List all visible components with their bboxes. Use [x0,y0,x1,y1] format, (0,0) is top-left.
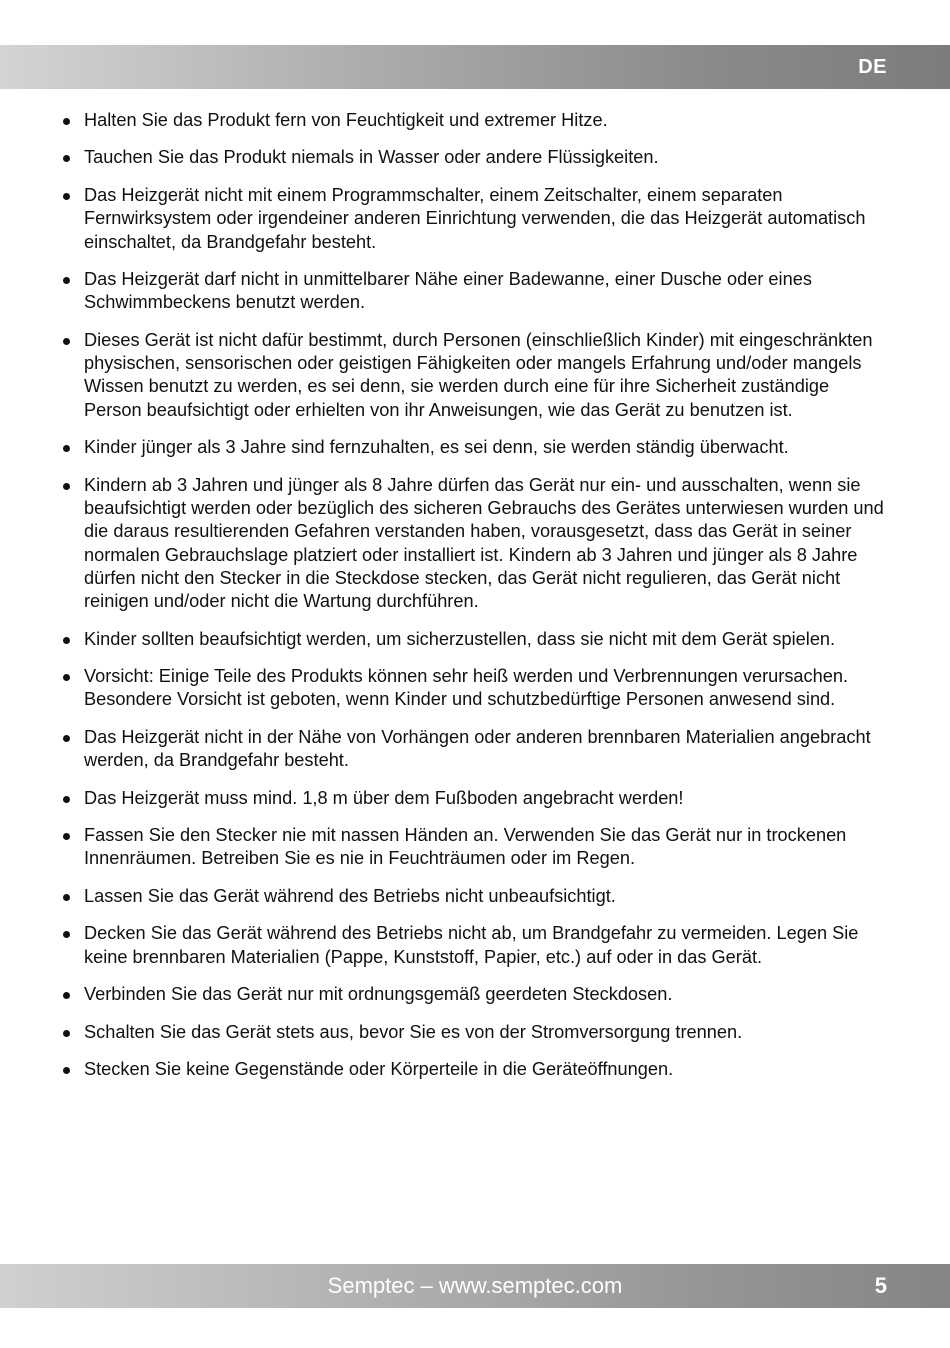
page-number: 5 [874,1273,887,1298]
list-item [63,983,885,1006]
list-item [63,474,885,614]
bullet-icon [63,992,70,999]
bullet-icon [63,483,70,490]
bullet-icon [63,833,70,840]
list-item [63,787,885,810]
list-item-text: Das Heizgerät darf nicht in unmittelbarer Nähe einer Badewanne, einer Dusche oder eines Schwimmbeckens benutzt werden. [84,269,812,313]
list-item-text: Vorsicht: Einige Teile des Produkts können sehr heiß werden und Verbrennungen verursachen. Besondere Vorsicht ist geboten, wenn Kinder und schutzbedürftige Personen anwesend sind. [84,666,849,710]
bullet-icon [63,796,70,803]
bullet-icon [63,338,70,345]
list-item [63,329,885,422]
list-item [63,824,885,871]
list-item-text: Das Heizgerät muss mind. 1,8 m über dem Fußboden angebracht werden! [84,787,684,808]
list-item [63,726,885,773]
list-item-text: Das Heizgerät nicht mit einem Programmschalter, einem Zeitschalter, einem separaten Fernwirksystem oder irgendeiner anderen Einrichtung verwenden, die das Heizgerät automatisch einschaltet, da Brandgefahr besteht. [84,184,866,252]
bullet-icon [63,931,70,938]
bullet-icon [63,445,70,452]
list-item-text: Schalten Sie das Gerät stets aus, bevor Sie es von der Stromversorgung trennen. [84,1021,743,1042]
list-item [63,184,885,254]
list-item-text: Halten Sie das Produkt fern von Feuchtigkeit und extremer Hitze. [84,110,608,130]
bullet-icon [63,1030,70,1037]
list-item-text: Kinder jünger als 3 Jahre sind fernzuhalten, es sei denn, sie werden ständig überwacht. [84,437,789,458]
list-item [63,1058,885,1081]
list-item-text: Dieses Gerät ist nicht dafür bestimmt, durch Personen (einschließlich Kinder) mit eingeschränkten physischen, sensorischen oder geistigen Fähigkeiten oder mangels Erfahrung und/oder mangels Wissen benutzt zu werden, es sei denn, sie werden durch eine für ihre Sicherheit zuständige Person beaufsichtigt oder erhielten von ihr Anweisungen, wie das Gerät zu benutzen ist. [84,329,873,420]
safety-instructions-list [63,109,885,1082]
header-bar [0,45,950,89]
list-item-text: Lassen Sie das Gerät während des Betriebs nicht unbeaufsichtigt. [84,885,616,906]
bullet-icon [63,193,70,200]
bullet-icon [63,155,70,162]
list-item [63,436,885,459]
list-item [63,1021,885,1044]
list-item-text: Kinder sollten beaufsichtigt werden, um sicherzustellen, dass sie nicht mit dem Gerät spielen. [84,628,836,649]
list-item [63,268,885,315]
list-item [63,665,885,712]
list-item [63,885,885,908]
language-label: DE [858,56,887,78]
list-item [63,922,885,969]
bullet-icon [63,277,70,284]
bullet-icon [63,118,70,125]
footer-bar [0,1264,950,1308]
list-item-text: Kindern ab 3 Jahren und jünger als 8 Jahre dürfen das Gerät nur ein- und ausschalten, wenn sie beaufsichtigt werden oder bezüglich des sicheren Gebrauchs des Gerätes unterwiesen wurden und die daraus resultierenden Gefahren verstanden haben, vorausgesetzt, dass das Gerät in seiner normalen Gebrauchslage platziert oder installiert ist. Kindern ab 3 Jahren und jünger als 8 Jahre dürfen nicht den Stecker in die Steckdose stecken, das Gerät nicht regulieren, das Gerät nicht reinigen und/oder nicht die Wartung durchführen. [84,474,884,612]
list-item-text: Das Heizgerät nicht in der Nähe von Vorhängen oder anderen brennbaren Materialien angebracht werden, da Brandgefahr besteht. [84,726,871,771]
list-item [63,109,885,132]
bullet-icon [63,735,70,742]
bullet-icon [63,894,70,901]
list-item [63,146,885,169]
bullet-icon [63,674,70,681]
list-item-text: Decken Sie das Gerät während des Betriebs nicht ab, um Brandgefahr zu vermeiden. Legen Sie keine brennbaren Materialien (Pappe, Kunststoff, Papier, etc.) auf oder in das Gerät. [84,923,859,967]
footer-brand-text: Semptec – www.semptec.com [327,1273,623,1298]
bullet-icon [63,637,70,644]
list-item-text: Verbinden Sie das Gerät nur mit ordnungsgemäß geerdeten Steckdosen. [84,984,673,1005]
bullet-icon [63,1067,70,1074]
list-item [63,628,885,651]
list-item-text: Fassen Sie den Stecker nie mit nassen Händen an. Verwenden Sie das Gerät nur in trockenen Innenräumen. Betreiben Sie es nie in Feuchträumen oder im Regen. [84,825,847,869]
page-content [63,109,885,1096]
list-item-text: Tauchen Sie das Produkt niemals in Wasser oder andere Flüssigkeiten. [84,147,659,168]
list-item-text: Stecken Sie keine Gegenstände oder Körperteile in die Geräteöffnungen. [84,1059,674,1080]
